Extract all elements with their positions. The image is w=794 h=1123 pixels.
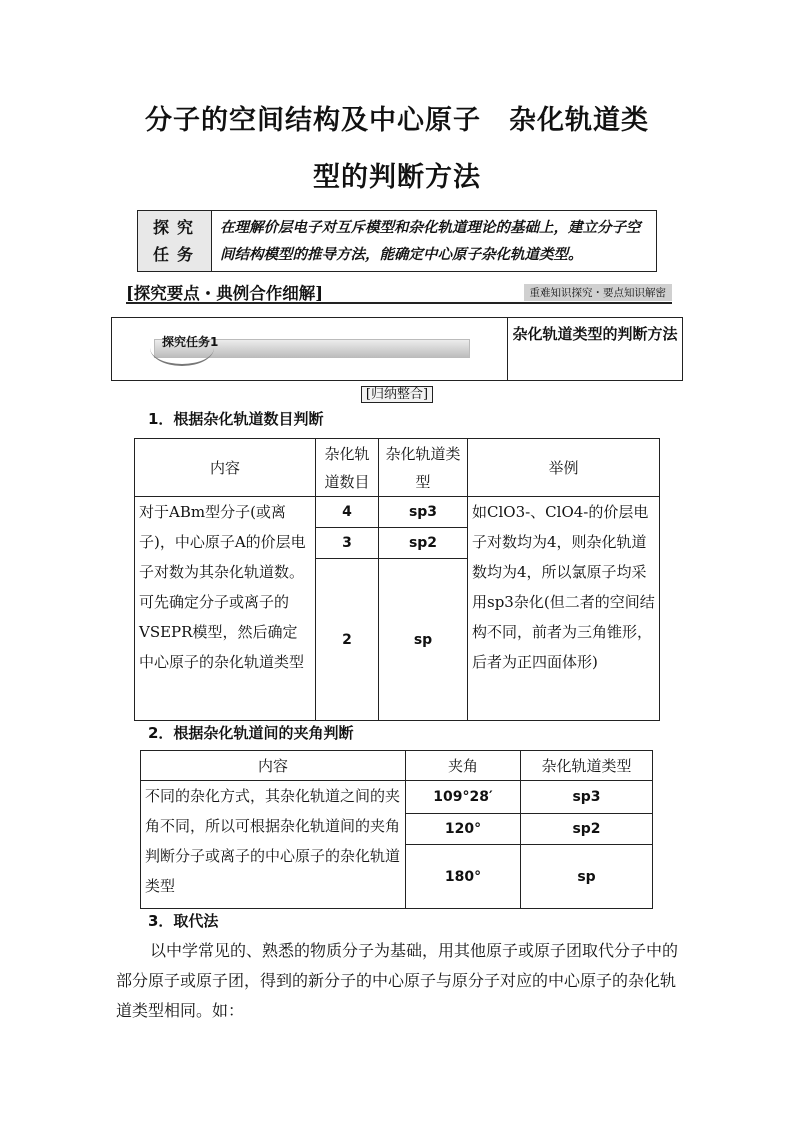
table1-type: [379, 559, 468, 721]
table1-header-example: 举例: [468, 439, 660, 497]
section-title: [探究要点・典例合作细解]: [126, 284, 324, 303]
task-label: [138, 211, 212, 272]
table2-header-type: 杂化轨道类型: [521, 751, 653, 781]
table1-type-text: sp: [413, 631, 433, 648]
table1-type: [379, 497, 468, 528]
task-box-title: 杂化轨道类型的判断方法: [512, 325, 678, 343]
table1-header-content: 内容: [135, 439, 316, 497]
table1-type: [379, 528, 468, 559]
task-label-line1: 探究: [152, 218, 201, 237]
table1-content: 对于ABm型分子(或离子)，中心原子A的价层电子对数为其杂化轨道数。可先确定分子或离子的VSEPR模型，然后确定中心原子的杂化轨道类型: [135, 497, 316, 721]
table1-header-type: 杂化轨道类型: [379, 439, 468, 497]
table1-example: 如ClO3-、ClO4-的价层电子对数均为4，则杂化轨道数均为4，所以氯原子均采用sp3杂化(但二者的空间结构不同，前者为三角锥形，后者为正四面体形): [468, 497, 660, 721]
table-hybrid-angle: [140, 750, 653, 909]
task-table: [137, 210, 657, 272]
page-title-line2: 型的判断方法: [313, 162, 481, 193]
summary-tag-wrap: [0, 383, 794, 402]
section-subtitle: 重难知识探究・要点知识解密: [524, 284, 673, 301]
table1-num: 2: [316, 559, 379, 721]
table1-num: 3: [316, 528, 379, 559]
heading-3: 3．取代法: [148, 912, 219, 930]
table2-type: sp2: [521, 814, 653, 845]
heading-1: 1．根据杂化轨道数目判断: [148, 410, 324, 428]
section-bar: [126, 280, 672, 304]
table1-num: 4: [316, 497, 379, 528]
task-box: [111, 317, 683, 381]
table1-type-text: sp3: [408, 504, 438, 520]
page-title-line1: 分子的空间结构及中心原子 杂化轨道类: [145, 105, 649, 136]
table2-angle: 109°28′: [406, 781, 521, 814]
table2-angle: 120°: [406, 814, 521, 845]
table2-angle: 180°: [406, 845, 521, 909]
table-hybrid-count: [134, 438, 660, 721]
table1-type-text: sp2: [408, 535, 438, 551]
table2-header-angle: 夹角: [406, 751, 521, 781]
heading-2: 2．根据杂化轨道间的夹角判断: [148, 724, 354, 742]
task-text: 在理解价层电子对互斥模型和杂化轨道理论的基础上，建立分子空间结构模型的推导方法，能确定中心原子杂化轨道类型。: [212, 211, 657, 272]
table2-type: sp3: [521, 781, 653, 814]
table2-content: 不同的杂化方式，其杂化轨道之间的夹角不同，所以可根据杂化轨道间的夹角判断分子或离子的中心原子的杂化轨道类型: [141, 781, 406, 909]
method-paragraph: 以中学常见的、熟悉的物质分子为基础，用其他原子或原子团取代分子中的部分原子或原子团，得到的新分子的中心原子与原分子对应的中心原子的杂化轨道类型相同。如：: [116, 941, 679, 1020]
task-label-line2: 任务: [152, 245, 201, 264]
task-tag: 探究任务1: [162, 335, 219, 349]
summary-tag: [归纳整合]: [361, 386, 433, 403]
table1-header-num: 杂化轨道数目: [316, 439, 379, 497]
table2-type: sp: [521, 845, 653, 909]
table2-header-content: 内容: [141, 751, 406, 781]
